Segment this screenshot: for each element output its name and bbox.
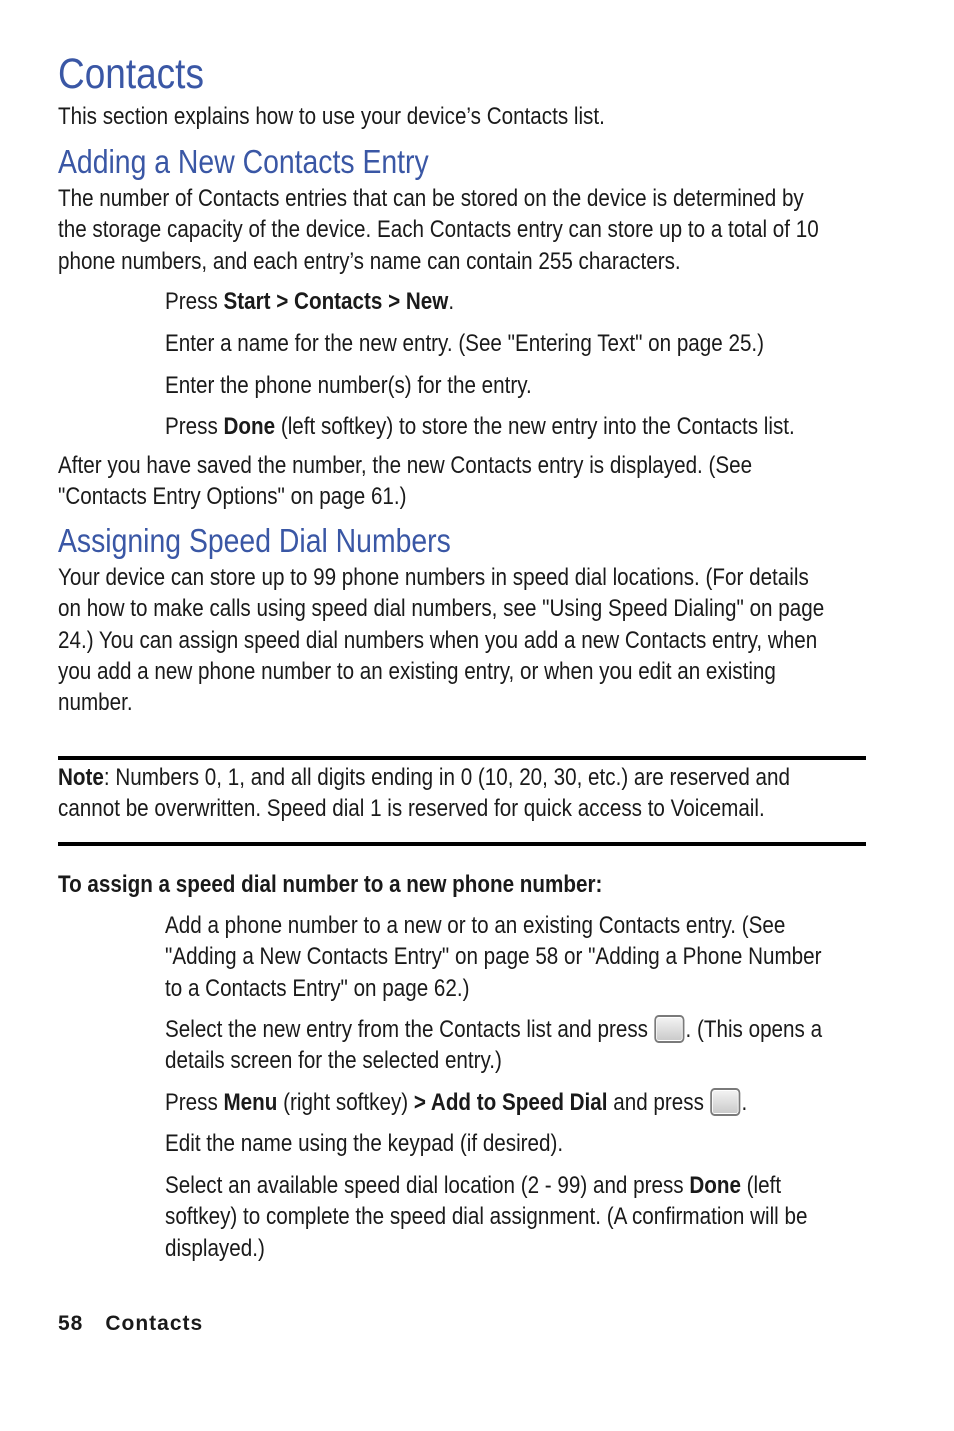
adding-paragraph: The number of Contacts entries that can be stored on the device is determined by the storage capacity of the device. Each Contacts entry can store up to a total of 10 phone numbers, and each entry’s name can contain 255 characters. xyxy=(58,185,819,275)
note-rule-top xyxy=(58,756,866,760)
adding-step-4: Press Done (left softkey) to store the new entry into the Contacts list. xyxy=(165,413,795,440)
speed-dial-step-2: Select the new entry from the Contacts list and press . (This opens a details screen for the selected entry.) xyxy=(165,1016,823,1075)
adding-step-3: Enter the phone number(s) for the entry. xyxy=(165,372,532,399)
speed-dial-step-1: Add a phone number to a new or to an existing Contacts entry. (See "Adding a New Contacts Entry" on page 58 or "Adding a Phone Number to a Contacts Entry" on page 62.) xyxy=(165,912,822,1002)
ok-key-icon xyxy=(710,1088,740,1116)
page-title: Contacts xyxy=(58,50,204,98)
note-label: Note xyxy=(58,764,104,791)
adding-step-2: Enter a name for the new entry. (See "Entering Text" on page 25.) xyxy=(165,330,765,357)
page-footer xyxy=(58,1312,203,1336)
note-box: Note: Numbers 0, 1, and all digits ending in 0 (10, 20, 30, etc.) are reserved and cannot be overwritten. Speed dial 1 is reserved for quick access to Voicemail. xyxy=(58,764,790,823)
intro-paragraph: This section explains how to use your device’s Contacts list. xyxy=(58,103,605,130)
speed-dial-step-3: Press Menu (right softkey) > Add to Speed Dial and press . xyxy=(165,1089,748,1116)
procedure-heading: To assign a speed dial number to a new phone number: xyxy=(58,871,603,898)
ok-key-icon xyxy=(655,1015,685,1043)
note-rule-bottom xyxy=(58,842,866,846)
page-number: 58 xyxy=(58,1312,84,1335)
speed-dial-paragraph: Your device can store up to 99 phone numbers in speed dial locations. (For details on how to make calls using speed dial numbers, see "Using Speed Dialing" on page 24.) You can assign speed dial numbers when you add a new Contacts entry, when you add a new phone number to an existing entry, or when you edit an existing number. xyxy=(58,564,825,717)
section-heading-adding: Adding a New Contacts Entry xyxy=(58,143,429,180)
section-heading-speed-dial: Assigning Speed Dial Numbers xyxy=(58,522,451,559)
adding-after-paragraph: After you have saved the number, the new Contacts entry is displayed. (See "Contacts Entry Options" on page 61.) xyxy=(58,452,753,511)
speed-dial-step-5: Select an available speed dial location (2 - 99) and press Done (left softkey) to complete the speed dial assignment. (A confirmation will be displayed.) xyxy=(165,1172,808,1262)
speed-dial-step-4: Edit the name using the keypad (if desired). xyxy=(165,1130,564,1157)
footer-label: Contacts xyxy=(105,1312,204,1335)
adding-step-1: Press Start > Contacts > New. xyxy=(165,288,455,315)
